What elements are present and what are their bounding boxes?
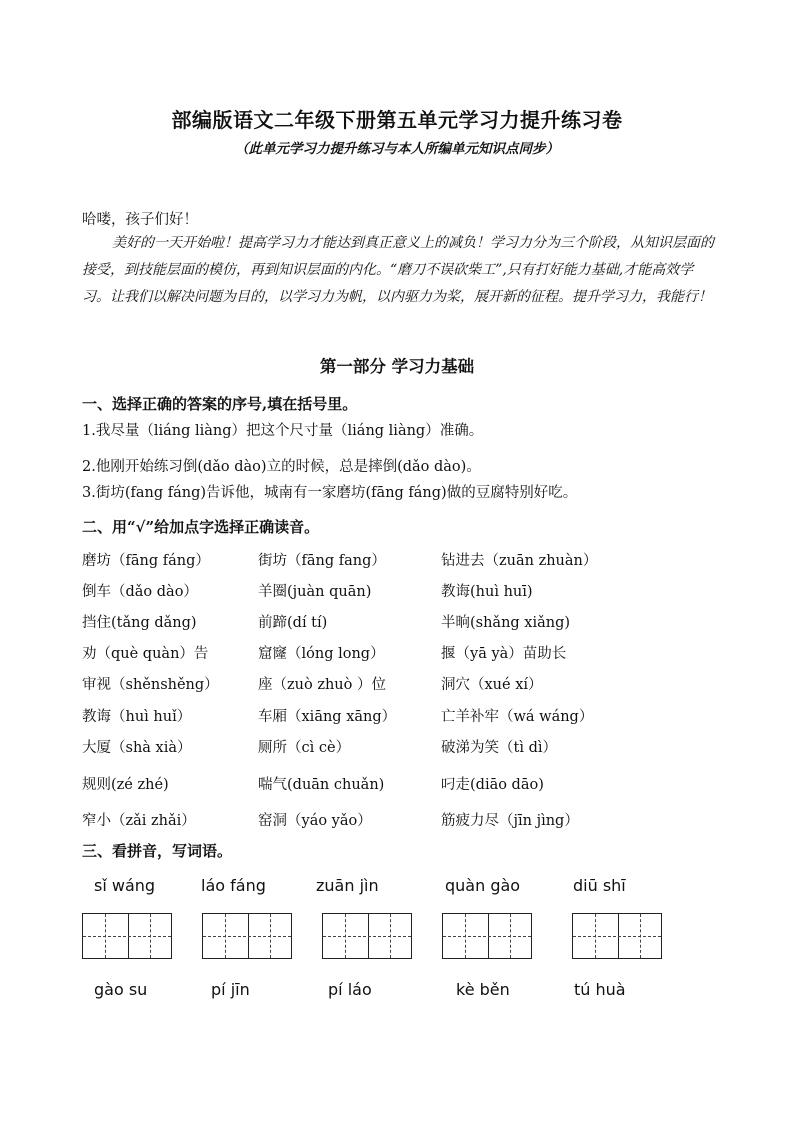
- section-3-heading: 三、看拼音，写词语。: [82, 842, 233, 860]
- part-heading: 第一部分 学习力基础: [319, 357, 475, 376]
- pinyin-prompt: gào su: [94, 980, 148, 999]
- grid-line: [83, 936, 171, 937]
- grid-line: [443, 936, 531, 937]
- pinyin-prompt: sǐ wáng: [94, 876, 156, 895]
- reading-choice-item: 大厦（shà xià）: [82, 740, 192, 756]
- reading-choice-item: 亡羊补牢（wá wáng）: [441, 709, 594, 725]
- reading-choice-item: 规则(zé zhé): [82, 777, 169, 793]
- reading-choice-item: 筋疲力尽（jīn jìng）: [441, 813, 579, 829]
- grid-line: [573, 936, 661, 937]
- reading-choice-item: 钻进去（zuān zhuàn）: [441, 553, 598, 569]
- reading-choice-item: 厕所（cì cè）: [258, 740, 351, 756]
- section-1-heading: 一、选择正确的答案的序号,填在括号里。: [82, 395, 358, 413]
- reading-choice-item: 窟窿（lóng long）: [258, 646, 385, 662]
- pinyin-prompt: zuān jìn: [316, 876, 379, 895]
- reading-choice-item: 喘气(duān chuǎn): [258, 777, 385, 793]
- reading-choice-item: 劝（què quàn）告: [82, 646, 209, 662]
- reading-choice-item: 车厢（xiāng xāng）: [258, 709, 397, 725]
- pinyin-prompt: pí jīn: [211, 980, 250, 999]
- reading-choice-item: 前蹄(dí tí): [258, 615, 328, 631]
- page-subtitle: （此单元学习力提升练习与本人所编单元知识点同步）: [235, 141, 559, 157]
- reading-choice-item: 破涕为笑（tì dì）: [441, 740, 557, 756]
- grid-line: [203, 936, 291, 937]
- reading-choice-item: 半晌(shǎng xiǎng): [441, 615, 571, 631]
- intro-paragraph: [82, 230, 714, 311]
- pinyin-prompt: láo fáng: [201, 876, 266, 895]
- reading-choice-item: 揠（yā yà）苗助长: [441, 646, 567, 662]
- writing-grid[interactable]: [322, 913, 412, 959]
- writing-grid[interactable]: [202, 913, 292, 959]
- reading-choice-item: 窄小（zǎi zhǎi）: [82, 813, 196, 829]
- writing-grid[interactable]: [442, 913, 532, 959]
- writing-grid[interactable]: [572, 913, 662, 959]
- reading-choice-item: 座（zuò zhuò ）位: [258, 677, 386, 693]
- question-3: 3.街坊(fang fáng)告诉他，城南有一家磨坊(fāng fáng)做的豆腐特别好吃。: [82, 485, 578, 501]
- reading-choice-item: 街坊（fāng fang）: [258, 553, 386, 569]
- grid-line: [323, 936, 411, 937]
- reading-choice-item: 叼走(diāo dāo): [441, 777, 544, 793]
- reading-choice-item: 倒车（dǎo dào）: [82, 584, 198, 600]
- question-2: 2.他刚开始练习倒(dǎo dào)立的时候，总是摔倒(dǎo dào)。: [82, 459, 481, 475]
- reading-choice-item: 审视（shěnshěng）: [82, 677, 219, 693]
- pinyin-prompt: quàn gào: [445, 876, 521, 895]
- pinyin-prompt: diū shī: [573, 876, 626, 895]
- page-title: 部编版语文二年级下册第五单元学习力提升练习卷: [171, 108, 623, 132]
- greeting: 哈喽，孩子们好！: [82, 212, 198, 228]
- section-2-heading: 二、用“√”给加点字选择正确读音。: [82, 518, 320, 536]
- reading-choice-item: 洞穴（xué xí）: [441, 677, 543, 693]
- reading-choice-item: 挡住(tǎng dǎng): [82, 615, 197, 631]
- reading-choice-item: 教诲（huì huǐ）: [82, 709, 192, 725]
- reading-choice-item: 教诲(huì huī): [441, 584, 533, 600]
- pinyin-prompt: tú huà: [574, 980, 626, 999]
- pinyin-prompt: pí láo: [328, 980, 372, 999]
- writing-grid[interactable]: [82, 913, 172, 959]
- pinyin-prompt: kè běn: [456, 980, 510, 999]
- reading-choice-item: 窑洞（yáo yǎo）: [258, 813, 372, 829]
- reading-choice-item: 羊圈(juàn quān): [258, 584, 372, 600]
- question-1: 1.我尽量（liáng liàng）把这个尺寸量（liáng liàng）准确。: [82, 423, 484, 439]
- intro-text: 美好的一天开始啦！提高学习力才能达到真正意义上的减负！学习力分为三个阶段，从知识层面的接受，到技能层面的模仿，再到知识层面的内化。“磨刀不误砍柴工”,只有打好能力基础,才能高效学习。让我们以解决问题为目的，以学习力为帆，以内驱力为桨，展开新的征程。提升学习力，我能行！: [82, 235, 714, 305]
- reading-choice-item: 磨坊（fāng fáng）: [82, 553, 210, 569]
